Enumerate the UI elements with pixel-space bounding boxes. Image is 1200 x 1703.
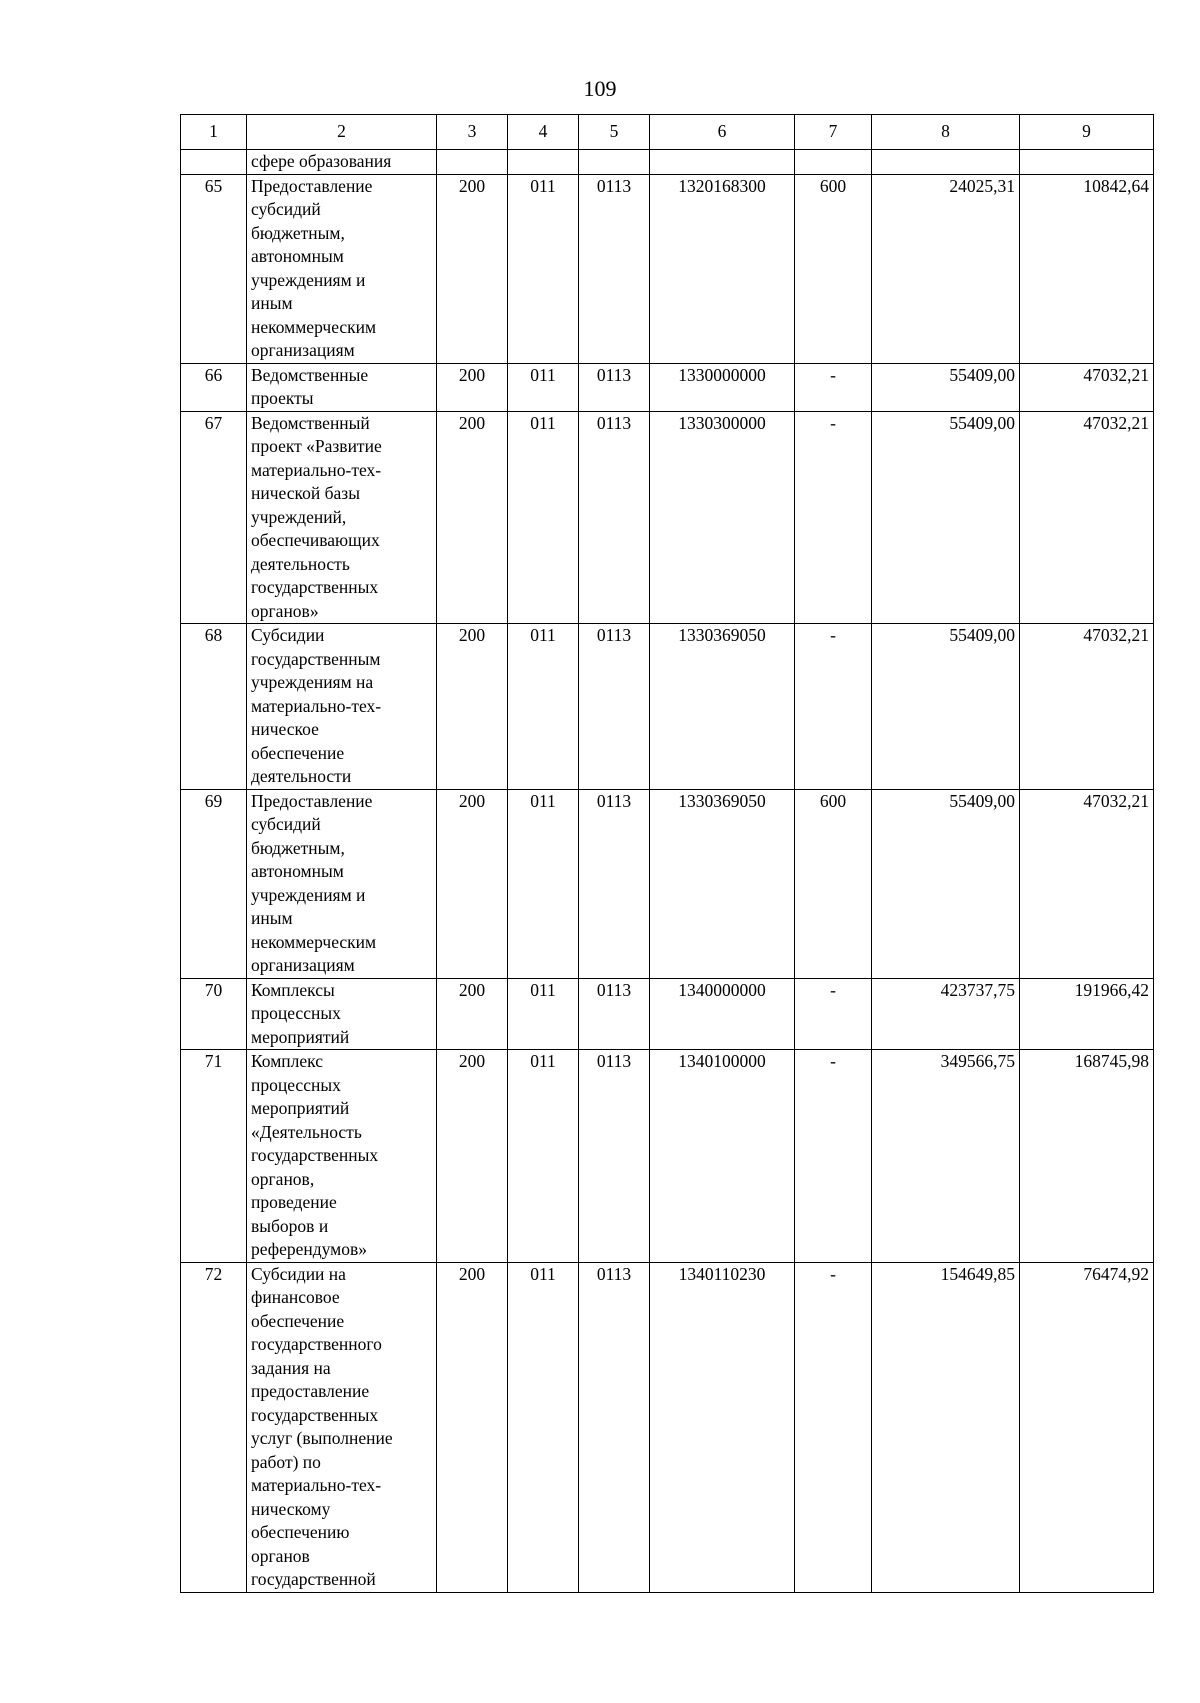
- budget-table: [180, 114, 1154, 1593]
- row-name-line: органов,: [251, 1168, 315, 1189]
- row-name-line: Субсидии: [251, 625, 325, 645]
- cell-col7: -: [795, 411, 872, 624]
- cell-amount-1: 154649,85: [872, 1262, 1020, 1592]
- row-name-line: обеспечение: [251, 1310, 345, 1331]
- row-number: 66: [181, 363, 247, 411]
- row-name: [247, 363, 437, 411]
- column-header: 6: [650, 115, 795, 150]
- column-header: 4: [508, 115, 579, 150]
- table-row: [181, 624, 1154, 790]
- row-number: 70: [181, 978, 247, 1050]
- cell-col6: 1340100000: [650, 1050, 795, 1263]
- cell-col4: 011: [508, 174, 579, 363]
- row-name-line: Комплексы: [251, 979, 335, 1000]
- cell-col5: 0113: [579, 789, 650, 978]
- cell-col3: 200: [437, 978, 508, 1050]
- cell-amount-1: 55409,00: [872, 789, 1020, 978]
- table-row: [181, 1262, 1154, 1592]
- cell-col4: 011: [508, 1262, 579, 1592]
- row-name-line: Ведомственный: [251, 412, 370, 433]
- cell-col5: 0113: [579, 363, 650, 411]
- cell-col3: 200: [437, 411, 508, 624]
- row-name-line: организациям: [251, 955, 355, 975]
- cell-col5: 0113: [579, 411, 650, 624]
- cell-amount-1: 349566,75: [872, 1050, 1020, 1263]
- table-body: [181, 150, 1154, 1593]
- cell-col6: 1330369050: [650, 789, 795, 978]
- cell-col7: -: [795, 1262, 872, 1592]
- row-name-line: учреждений,: [251, 506, 347, 527]
- cell-col7: -: [795, 978, 872, 1050]
- row-name-line: ническому: [251, 1498, 331, 1519]
- row-name: [247, 978, 437, 1050]
- cell-col6: 1330000000: [650, 363, 795, 411]
- cell-amount-2: 47032,21: [1020, 789, 1154, 978]
- cell-col7: -: [795, 624, 872, 790]
- cell-col7: 600: [795, 789, 872, 978]
- row-name: [247, 1262, 437, 1592]
- cell-col4: 011: [508, 363, 579, 411]
- cell-col6: 1330300000: [650, 411, 795, 624]
- page-number: 109: [583, 76, 617, 101]
- row-name-line: услуг (выполнение: [251, 1428, 393, 1448]
- row-name-line: мероприятий: [251, 1098, 350, 1118]
- cell-col7: 600: [795, 174, 872, 363]
- row-name-line: материально-тех-: [251, 695, 382, 716]
- cell-col3: 200: [437, 174, 508, 363]
- cell-col5: 0113: [579, 174, 650, 363]
- row-name-line: учреждениям на: [251, 672, 374, 692]
- row-number: 68: [181, 624, 247, 790]
- cell-col3: 200: [437, 789, 508, 978]
- row-name-line: некоммерческим: [251, 931, 377, 952]
- row-name-line: Предоставление: [251, 790, 373, 811]
- row-name-line: некоммерческим: [251, 316, 377, 337]
- table-row: [181, 978, 1154, 1050]
- row-name-line: деятельность: [251, 553, 350, 574]
- row-name-line: автономным: [251, 246, 344, 266]
- cell-amount-2: 47032,21: [1020, 624, 1154, 790]
- cell-amount-1: 423737,75: [872, 978, 1020, 1050]
- row-name-line: Ведомственные: [251, 364, 369, 385]
- cell-col7: -: [795, 363, 872, 411]
- cell-col5: 0113: [579, 1262, 650, 1592]
- row-name-line: работ) по: [251, 1451, 321, 1472]
- cell-col7: -: [795, 1050, 872, 1263]
- row-name-line: государственным: [251, 648, 381, 669]
- header-row: [181, 115, 1154, 150]
- row-name: [247, 411, 437, 624]
- row-name-line: материально-тех-: [251, 1475, 382, 1495]
- row-name-line: мероприятий: [251, 1026, 350, 1047]
- row-name-line: «Деятельность: [251, 1121, 362, 1142]
- cell-col3: 200: [437, 1050, 508, 1263]
- cell-col3: 200: [437, 624, 508, 790]
- cell-col3: 200: [437, 363, 508, 411]
- row-name-line: государственного: [251, 1334, 382, 1354]
- row-name-line: обеспечение: [251, 742, 345, 763]
- column-header: 7: [795, 115, 872, 150]
- row-name-line: материально-тех-: [251, 459, 382, 480]
- row-name-line: иным: [251, 293, 293, 313]
- continuation-text: сфере образования: [247, 150, 437, 175]
- row-name-line: проекты: [251, 388, 314, 408]
- row-name-line: государственных: [251, 1404, 379, 1425]
- row-number: 72: [181, 1262, 247, 1592]
- cell-col6: 1320168300: [650, 174, 795, 363]
- column-header: 2: [247, 115, 437, 150]
- column-header: 3: [437, 115, 508, 150]
- cell-col4: 011: [508, 624, 579, 790]
- row-name-line: проведение: [251, 1192, 337, 1212]
- row-name-line: обеспечивающих: [251, 530, 380, 550]
- cell-amount-1: 55409,00: [872, 411, 1020, 624]
- cell-col4: 011: [508, 789, 579, 978]
- row-number: 67: [181, 411, 247, 624]
- row-name-line: Субсидии на: [251, 1263, 346, 1284]
- row-name-line: бюджетным,: [251, 222, 345, 243]
- cell-amount-2: 191966,42: [1020, 978, 1154, 1050]
- row-name-line: иным: [251, 908, 293, 928]
- cell-col5: 0113: [579, 1050, 650, 1263]
- row-name-line: учреждениям и: [251, 269, 366, 290]
- cell-amount-2: 10842,64: [1020, 174, 1154, 363]
- row-name-line: нической базы: [251, 483, 360, 503]
- row-name-line: государственных: [251, 577, 379, 597]
- row-name-line: Предоставление: [251, 175, 373, 196]
- row-name: [247, 1050, 437, 1263]
- column-header: 1: [181, 115, 247, 150]
- row-name-line: субсидий: [251, 814, 321, 834]
- row-name-line: финансовое: [251, 1287, 340, 1307]
- row-name-line: органов: [251, 1545, 310, 1566]
- row-number: 65: [181, 174, 247, 363]
- cell-col6: 1340000000: [650, 978, 795, 1050]
- cell-col6: 1330369050: [650, 624, 795, 790]
- row-name-line: выборов и: [251, 1215, 329, 1236]
- continuation-row: [181, 150, 1154, 175]
- cell-col5: 0113: [579, 624, 650, 790]
- cell-col5: 0113: [579, 978, 650, 1050]
- cell-col6: 1340110230: [650, 1262, 795, 1592]
- cell-amount-2: 76474,92: [1020, 1262, 1154, 1592]
- column-header: 9: [1020, 115, 1154, 150]
- row-name: [247, 789, 437, 978]
- row-name-line: обеспечению: [251, 1522, 350, 1542]
- column-header: 8: [872, 115, 1020, 150]
- row-name-line: бюджетным,: [251, 837, 345, 858]
- cell-col4: 011: [508, 1050, 579, 1263]
- table-row: [181, 789, 1154, 978]
- row-number: 71: [181, 1050, 247, 1263]
- cell-col4: 011: [508, 411, 579, 624]
- row-name: [247, 624, 437, 790]
- cell-amount-2: 47032,21: [1020, 363, 1154, 411]
- cell-amount-1: 55409,00: [872, 624, 1020, 790]
- row-name-line: процессных: [251, 1003, 341, 1023]
- row-name-line: предоставление: [251, 1381, 370, 1401]
- cell-amount-2: 47032,21: [1020, 411, 1154, 624]
- row-name-line: задания на: [251, 1357, 331, 1378]
- row-name: [247, 174, 437, 363]
- cell-amount-1: 55409,00: [872, 363, 1020, 411]
- table-header: [181, 115, 1154, 150]
- table-row: [181, 411, 1154, 624]
- row-name-line: субсидий: [251, 199, 321, 219]
- row-name-line: деятельности: [251, 766, 352, 786]
- row-name-line: референдумов»: [251, 1239, 367, 1259]
- row-name-line: учреждениям и: [251, 884, 366, 905]
- row-name-line: ническое: [251, 719, 319, 739]
- row-name-line: автономным: [251, 861, 344, 881]
- row-name-line: проект «Развитие: [251, 436, 382, 456]
- row-name-line: организациям: [251, 340, 355, 360]
- cell-col3: 200: [437, 1262, 508, 1592]
- cell-col4: 011: [508, 978, 579, 1050]
- row-name-line: органов»: [251, 600, 319, 621]
- table-row: [181, 1050, 1154, 1263]
- row-name-line: Комплекс: [251, 1051, 323, 1071]
- row-name-line: государственных: [251, 1145, 379, 1165]
- row-name-line: процессных: [251, 1074, 341, 1095]
- row-number: 69: [181, 789, 247, 978]
- table-row: [181, 363, 1154, 411]
- row-name-line: государственной: [251, 1569, 376, 1589]
- cell-amount-1: 24025,31: [872, 174, 1020, 363]
- table-row: [181, 174, 1154, 363]
- cell-amount-2: 168745,98: [1020, 1050, 1154, 1263]
- column-header: 5: [579, 115, 650, 150]
